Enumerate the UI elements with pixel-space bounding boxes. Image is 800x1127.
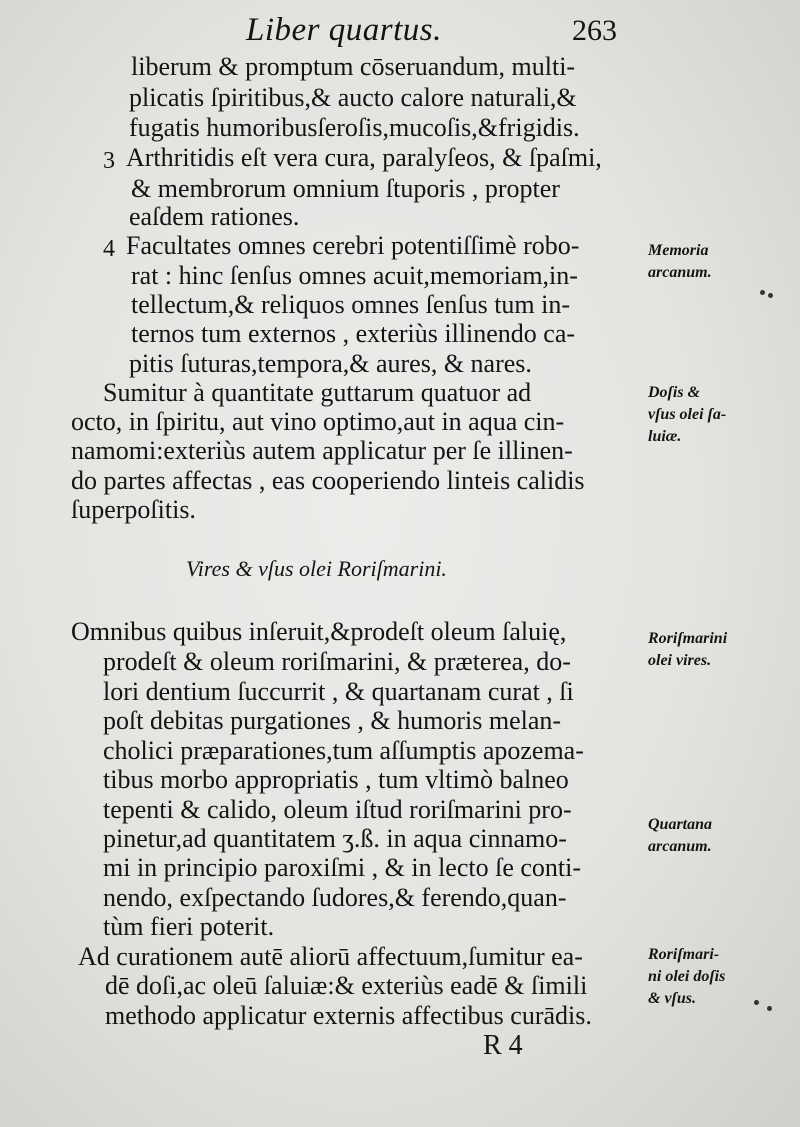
item-number: 4 [103,236,115,262]
text-line: Ad curationem autē aliorū affectuum,ſumitur ea- [78,942,583,971]
running-head-title: Liber quartus. [246,12,442,48]
text-line: eaſdem rationes. [129,202,300,231]
item-number: 3 [103,148,115,174]
text-line: dē doſi,ac oleū ſaluiæ:& exteriùs eadē & ſimili [105,971,588,1000]
margin-note-line: luiæ. [648,428,682,445]
ink-speck [754,1000,759,1005]
text-line: prodeſt & oleum roriſmarini, & præterea, do- [103,647,571,676]
text-line: lori dentium ſuccurrit , & quartanam curat , ſi [103,677,574,706]
text-line: Arthritidis eſt vera cura, paralyſeos, & ſpaſmi, [126,143,602,172]
text-line: tellectum,& reliquos omnes ſenſus tum in- [131,290,571,319]
margin-note-line: vſus olei ſa- [648,406,727,423]
text-line: rat : hinc ſenſus omnes acuit,memoriam,in- [131,261,578,290]
text-line: namomi:exteriùs autem applicatur per ſe illinen- [71,436,573,465]
margin-note-line: & vſus. [648,990,696,1007]
margin-note-line: Roriſmari- [648,946,720,963]
text-line: mi in principio paroxiſmi , & in lecto ſe conti- [103,853,582,882]
text-line: ſuperpoſitis. [71,495,196,524]
text-line: Omnibus quibus inſeruit,&prodeſt oleum ſaluię, [71,617,567,646]
margin-note-line: Roriſmarini [648,630,728,647]
margin-note-line: arcanum. [648,264,712,281]
section-heading: Vires & vſus olei Roriſmarini. [186,556,447,581]
text-line: liberum & promptum cōseruandum, multi- [131,52,576,81]
text-line: pinetur,ad quantitatem ʒ.ß. in aqua cinnamo- [103,824,567,853]
margin-note-line: olei vires. [648,652,712,669]
text-line: & membrorum omnium ſtuporis , propter [131,174,560,203]
text-line: pitis ſuturas,tempora,& aures, & nares. [129,349,532,378]
text-line: tepenti & calido, oleum iſtud roriſmarini pro- [103,795,572,824]
margin-note [648,944,725,1010]
page-number: 263 [572,14,617,47]
text-line: octo, in ſpiritu, aut vino optimo,aut in aqua cin- [71,407,565,436]
text-line: tùm fieri poterit. [103,912,275,941]
margin-note [648,628,727,672]
ink-speck [760,290,765,295]
text-line: tibus morbo appropriatis , tum vltimò balneo [103,765,569,794]
margin-note-line: arcanum. [648,838,712,855]
text-line: cholici præparationes,tum aſſumptis apozema- [103,736,584,765]
text-line: Facultates omnes cerebri potentiſſimè robo- [126,231,580,260]
text-line: methodo applicatur externis affectibus curādis. [105,1001,592,1030]
margin-note-line: Quartana [648,816,713,833]
ink-speck [768,293,773,298]
margin-note-line: Doſis & [648,384,700,401]
margin-note-line: Memoria [648,242,709,259]
signature-mark: R 4 [483,1030,523,1061]
text-line: do partes affectas , eas cooperiendo linteis calidis [71,466,585,495]
margin-note [648,382,726,448]
text-line: plicatis ſpiritibus,& aucto calore naturali,& [129,83,577,112]
ink-speck [767,1006,772,1011]
text-line: Sumitur à quantitate guttarum quatuor ad [103,378,532,407]
text-line: nendo, exſpectando ſudores,& ferendo,quan- [103,883,567,912]
margin-note [648,240,712,284]
margin-note [648,814,712,858]
text-line: ternos tum externos , exteriùs illinendo ca- [131,319,576,348]
margin-note-line: ni olei doſis [648,968,726,985]
text-line: poſt debitas purgationes , & humoris melan- [103,706,562,735]
text-line: fugatis humoribusſeroſis,mucoſis,&frigidis. [129,113,580,142]
